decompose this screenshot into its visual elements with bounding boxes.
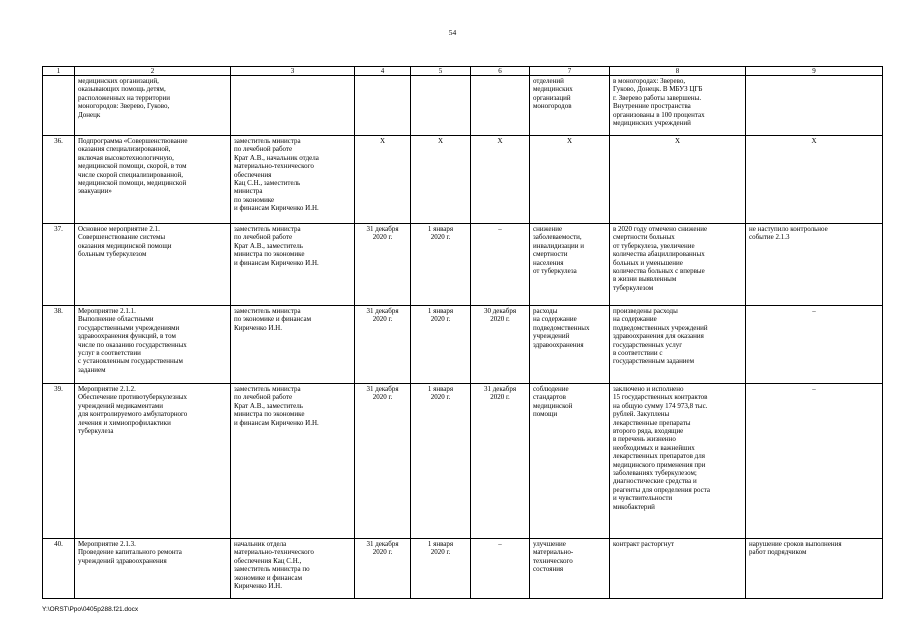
expected-result: снижение заболеваемости, инвалидизации и смертности населения от туберкулеза (530, 224, 610, 306)
achieved-result: в моногородах: Зверево, Гуково, Донецк. В МБУЗ ЦГБ г. Зверево работы завершены. Внутренние пространства организованы в 100 процентах медицинских учреждений (610, 76, 746, 136)
actual-end-date: X (471, 136, 530, 224)
expected-result: улучшение материально- технического состояния (530, 539, 610, 599)
table-row (43, 224, 883, 306)
problems-description (746, 76, 883, 136)
column-number: 4 (355, 67, 411, 76)
column-number: 8 (610, 67, 746, 76)
actual-end-date: – (471, 539, 530, 599)
row-number: 38. (43, 306, 75, 384)
responsible-person: заместитель министра по экономике и финансам Кириченко И.Н. (231, 306, 355, 384)
row-number: 39. (43, 384, 75, 539)
achieved-result: в 2020 году отмечено снижение смертности больных от туберкулеза, увеличение количества абациллированных больных и уменьшение количества больных с впервые в жизни выявленным туберкулезом (610, 224, 746, 306)
column-numbers-row (43, 67, 883, 76)
achieved-result: X (610, 136, 746, 224)
table-row (43, 539, 883, 599)
problems-description: X (746, 136, 883, 224)
planned-end-date: 31 декабря 2020 г. (355, 306, 411, 384)
achieved-result: произведены расходы на содержание подведомственных учреждений здравоохранения для оказания государственных услуг в соответствии с государственным заданием (610, 306, 746, 384)
responsible-person: заместитель министра по лечебной работе Крат А.В., заместитель министра по экономике и финансам Кириченко И.Н. (231, 224, 355, 306)
column-number: 7 (530, 67, 610, 76)
table-row (43, 76, 883, 136)
column-number: 5 (411, 67, 471, 76)
actual-end-date: – (471, 224, 530, 306)
actual-start-date: 1 января 2020 г. (411, 539, 471, 599)
problems-description: нарушение сроков выполнения работ подрядчиком (746, 539, 883, 599)
actual-end-date (471, 76, 530, 136)
event-name: Подпрограмма «Совершенствование оказания специализированной, включая высокотехнологичную, медицинской помощи, скорой, в том числе скорой специализированной, медицинской помощи, медицинской эвакуации» (75, 136, 231, 224)
problems-description: – (746, 306, 883, 384)
row-number: 40. (43, 539, 75, 599)
actual-start-date: 1 января 2020 г. (411, 384, 471, 539)
column-number: 3 (231, 67, 355, 76)
report-table (42, 66, 883, 599)
column-number: 2 (75, 67, 231, 76)
expected-result: отделений медицинских организаций моногородов (530, 76, 610, 136)
problems-description: не наступило контрольное событие 2.1.3 (746, 224, 883, 306)
expected-result: X (530, 136, 610, 224)
responsible-person: начальник отдела материально-технического обеспечения Кац С.Н., заместитель министра по экономике и финансам Кириченко И.Н. (231, 539, 355, 599)
actual-start-date: 1 января 2020 г. (411, 306, 471, 384)
planned-end-date: 31 декабря 2020 г. (355, 384, 411, 539)
column-number: 9 (746, 67, 883, 76)
actual-start-date: X (411, 136, 471, 224)
table-row (43, 306, 883, 384)
planned-end-date: 31 декабря 2020 г. (355, 224, 411, 306)
achieved-result: контракт расторгнут (610, 539, 746, 599)
responsible-person: заместитель министра по лечебной работе Крат А.В., заместитель министра по экономике и финансам Кириченко И.Н. (231, 384, 355, 539)
problems-description: – (746, 384, 883, 539)
column-number: 1 (43, 67, 75, 76)
event-name: медицинских организаций, оказывающих помощь детям, расположенных на территории моногородов: Зверево, Гуково, Донецк (75, 76, 231, 136)
table-row (43, 136, 883, 224)
responsible-person (231, 76, 355, 136)
row-number (43, 76, 75, 136)
expected-result: соблюдение стандартов медицинской помощи (530, 384, 610, 539)
row-number: 36. (43, 136, 75, 224)
actual-end-date: 31 декабря 2020 г. (471, 384, 530, 539)
page-number: 54 (448, 28, 457, 37)
event-name: Мероприятие 2.1.2. Обеспечение противотуберкулезных учреждений медикаментами для контролируемого амбулаторного лечения и химиопрофилактики туберкулеза (75, 384, 231, 539)
event-name: Мероприятие 2.1.3. Проведение капитального ремонта учреждений здравоохранения (75, 539, 231, 599)
responsible-person: заместитель министра по лечебной работе Крат А.В., начальник отдела материально-технического обеспечения Кац С.Н., заместитель министра по экономике и финансам Кириченко И.Н. (231, 136, 355, 224)
row-number: 37. (43, 224, 75, 306)
table-row (43, 384, 883, 539)
event-name: Мероприятие 2.1.1. Выполнение областными государственными учреждениями здравоохранения функций, в том числе по оказанию государственных услуг в соответствии с установленным государственным заданием (75, 306, 231, 384)
planned-end-date: 31 декабря 2020 г. (355, 539, 411, 599)
expected-result: расходы на содержание подведомственных учреждений здравоохранения (530, 306, 610, 384)
planned-end-date: X (355, 136, 411, 224)
actual-end-date: 30 декабря 2020 г. (471, 306, 530, 384)
column-number: 6 (471, 67, 530, 76)
file-path-footer: Y:\ORST\Ppo\0405p288.f21.docx (42, 606, 139, 613)
event-name: Основное мероприятие 2.1. Совершенствование системы оказания медицинской помощи больным туберкулезом (75, 224, 231, 306)
actual-start-date: 1 января 2020 г. (411, 224, 471, 306)
actual-start-date (411, 76, 471, 136)
achieved-result: заключено и исполнено 15 государственных контрактов на общую сумму 174 973,8 тыс. рублей. Закуплены лекарственные препараты второго ряда, входящие в перечень жизненно необходимых и важнейших лекарственных препаратов для медицинского применения при заболеваниях туберкулезом; диагностические средства и реагенты для определения роста и чувствительности микобактерий (610, 384, 746, 539)
planned-end-date (355, 76, 411, 136)
